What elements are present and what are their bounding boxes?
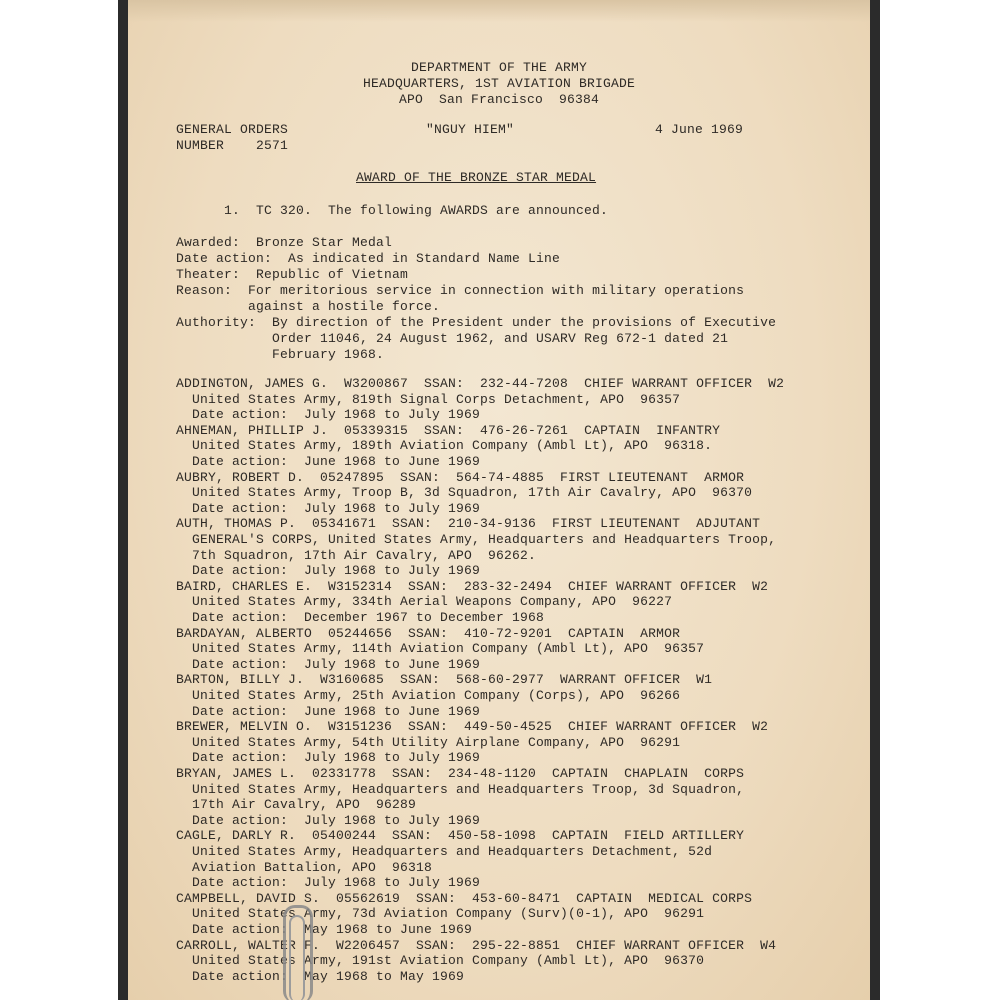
awardee-date-line: Date action: July 1968 to July 1969 [176, 563, 481, 579]
detail-line: Theater: Republic of Vietnam [176, 267, 409, 282]
header-department: DEPARTMENT OF THE ARMY [410, 60, 588, 75]
awardee-name-line: AUTH, THOMAS P. 05341671 SSAN: 210-34-9136 FIRST LIEUTENANT ADJUTANT [176, 516, 761, 532]
awardee-name-line: ADDINGTON, JAMES G. W3200867 SSAN: 232-44-7208 CHIEF WARRANT OFFICER W2 [176, 376, 785, 391]
awardee-name-line: CAGLE, DARLY R. 05400244 SSAN: 450-58-1098 CAPTAIN FIELD ARTILLERY [176, 828, 745, 844]
detail-line: Authority: By direction of the President under the provisions of Executive [176, 315, 777, 330]
awardee-unit-line: 17th Air Cavalry, APO 96289 [176, 797, 417, 813]
awardee-date-line: Date action: July 1968 to July 1969 [176, 812, 481, 828]
header-apo: APO San Francisco 96384 [398, 92, 600, 107]
orders-label: GENERAL ORDERS [176, 122, 289, 137]
awardee-unit-line: United States Army, 191st Aviation Company (Ambl Lt), APO 96370 [176, 953, 705, 969]
award-title: AWARD OF THE BRONZE STAR MEDAL [356, 170, 597, 185]
detail-line: against a hostile force. [176, 299, 441, 314]
detail-line: Reason: For meritorious service in connection with military operations [176, 283, 745, 298]
awardee-name-line: AHNEMAN, PHILLIP J. 05339315 SSAN: 476-26-7261 CAPTAIN INFANTRY [176, 422, 721, 438]
awardee-unit-line: United States Army, Headquarters and Headquarters Troop, 3d Squadron, [176, 781, 745, 797]
orders-motto: "NGUY HIEM" [426, 122, 515, 137]
awardee-unit-line: United States Army, 114th Aviation Company (Ambl Lt), APO 96357 [176, 641, 705, 657]
awardee-name-line: BREWER, MELVIN O. W3151236 SSAN: 449-50-4525 CHIEF WARRANT OFFICER W2 [176, 719, 769, 735]
awardee-name-line: BARDAYAN, ALBERTO 05244656 SSAN: 410-72-9201 CAPTAIN ARMOR [176, 625, 681, 641]
awardee-unit-line: United States Army, 334th Aerial Weapons Company, APO 96227 [176, 594, 673, 610]
awardee-date-line: Date action: July 1968 to July 1969 [176, 750, 481, 766]
document-paper [128, 0, 870, 1000]
awardee-date-line: Date action: May 1968 to May 1969 [176, 968, 465, 984]
awardee-name-line: CARROLL, WALTER F. W2206457 SSAN: 295-22-8851 CHIEF WARRANT OFFICER W4 [176, 937, 777, 953]
detail-line: Order 11046, 24 August 1962, and USARV Reg 672-1 dated 21 [176, 331, 729, 346]
awardee-date-line: Date action: December 1967 to December 1968 [176, 610, 545, 625]
detail-line: Awarded: Bronze Star Medal [176, 235, 393, 250]
awardee-name-line: BRYAN, JAMES L. 02331778 SSAN: 234-48-1120 CAPTAIN CHAPLAIN CORPS [176, 766, 745, 781]
paper-clip-inner [289, 915, 305, 1000]
orders-date: 4 June 1969 [655, 122, 744, 137]
awardee-date-line: Date action: May 1968 to June 1969 [176, 922, 473, 937]
awardee-name-line: AUBRY, ROBERT D. 05247895 SSAN: 564-74-4885 FIRST LIEUTENANT ARMOR [176, 469, 745, 485]
intro-paragraph: 1. TC 320. The following AWARDS are announced. [224, 203, 609, 218]
awardee-unit-line: United States Army, Troop B, 3d Squadron, 17th Air Cavalry, APO 96370 [176, 485, 753, 501]
awardee-unit-line: United States Army, 73d Aviation Company (Surv)(0-1), APO 96291 [176, 906, 705, 922]
awardee-name-line: BAIRD, CHARLES E. W3152314 SSAN: 283-32-2494 CHIEF WARRANT OFFICER W2 [176, 578, 769, 594]
awardee-date-line: Date action: July 1968 to June 1969 [176, 656, 481, 672]
general-orders-document [128, 0, 870, 1000]
awardee-date-line: Date action: July 1968 to July 1969 [176, 500, 481, 516]
awardee-date-line: Date action: June 1968 to June 1969 [176, 703, 481, 719]
detail-line: Date action: As indicated in Standard Name Line [176, 251, 561, 266]
awardee-unit-line: Aviation Battalion, APO 96318 [176, 859, 433, 875]
awardee-unit-line: United States Army, 54th Utility Airplane Company, APO 96291 [176, 734, 681, 750]
awardee-date-line: Date action: July 1968 to July 1969 [176, 875, 481, 891]
awardee-name-line: CAMPBELL, DAVID S. 05562619 SSAN: 453-60-8471 CAPTAIN MEDICAL CORPS [176, 890, 753, 906]
awardee-name-line: BARTON, BILLY J. W3160685 SSAN: 568-60-2977 WARRANT OFFICER W1 [176, 672, 713, 688]
awardee-unit-line: United States Army, Headquarters and Headquarters Detachment, 52d [176, 844, 713, 859]
awardee-date-line: Date action: July 1968 to July 1969 [176, 407, 481, 423]
awardee-unit-line: United States Army, 189th Aviation Company (Ambl Lt), APO 96318. [176, 438, 713, 454]
awardee-unit-line: GENERAL'S CORPS, United States Army, Headquarters and Headquarters Troop, [176, 532, 777, 547]
awardee-unit-line: 7th Squadron, 17th Air Cavalry, APO 96262. [176, 547, 537, 563]
header-headquarters: HEADQUARTERS, 1ST AVIATION BRIGADE [362, 76, 636, 91]
detail-line: February 1968. [176, 347, 385, 362]
awardee-date-line: Date action: June 1968 to June 1969 [176, 454, 481, 469]
awardee-unit-line: United States Army, 25th Aviation Company (Corps), APO 96266 [176, 688, 681, 703]
orders-number: NUMBER 2571 [176, 138, 289, 153]
awardee-unit-line: United States Army, 819th Signal Corps Detachment, APO 96357 [176, 391, 681, 407]
